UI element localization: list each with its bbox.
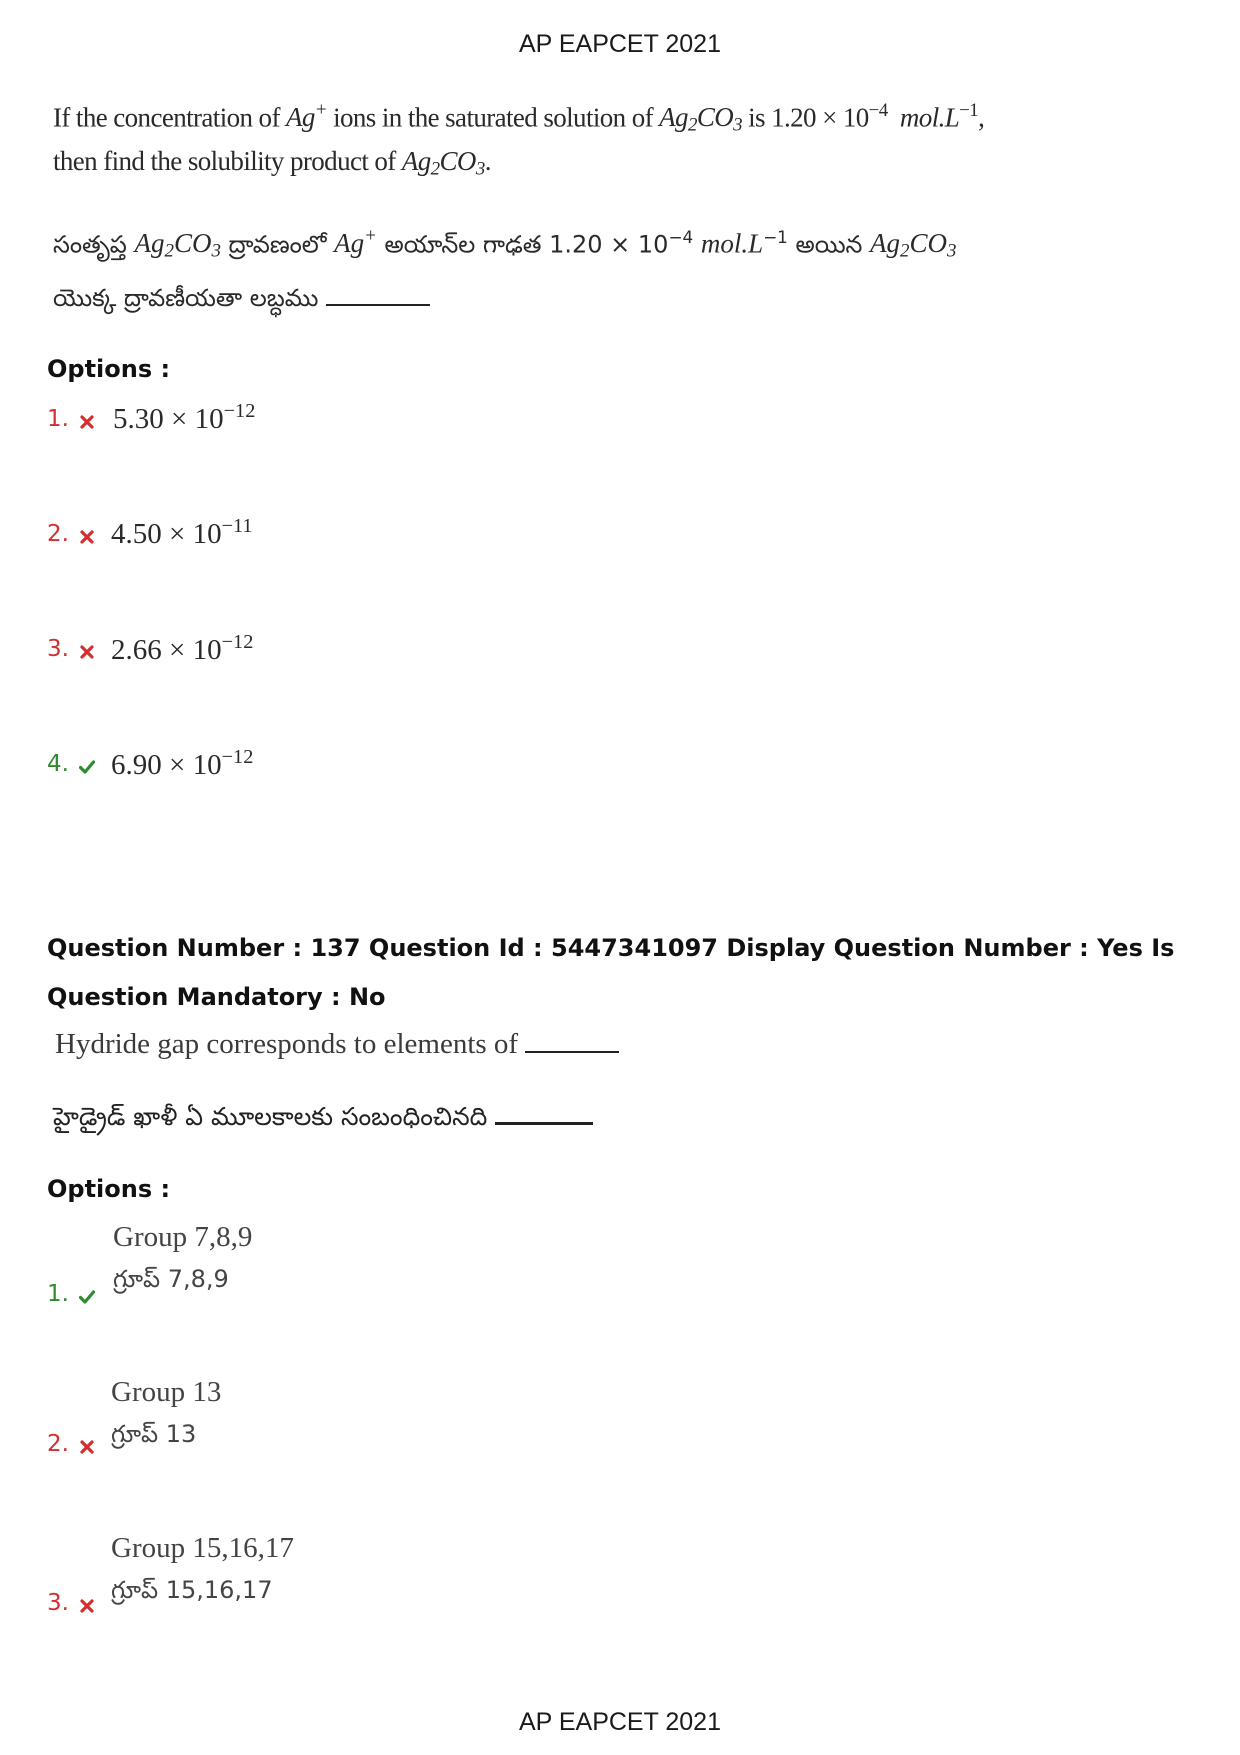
cross-icon [79,1598,95,1614]
option-number: 4. [47,751,69,777]
ag2co3-formula: $Ag_2CO_3$ [401,146,485,180]
cross-icon [79,1439,95,1455]
option-3 [47,1590,95,1616]
option-4 [47,751,95,777]
option-3 [47,636,95,662]
answer-blank [525,1050,619,1053]
page-footer: AP EAPCET 2021 [519,1708,721,1736]
question-137-meta: Question Number : 137 Question Id : 5447341097 Display Question Number : Yes Is Question Mandatory : No [47,934,1175,1011]
answer-blank [326,303,430,306]
cross-icon [79,414,95,430]
ag-ion: Ag+ [334,226,377,259]
option-number: 3. [47,636,69,662]
question-136-telugu-line-2: యొక్క ద్రావణీయతా లబ్ధము [53,284,430,318]
question-137-english: Hydride gap corresponds to elements of [55,1028,619,1061]
option-1 [47,406,95,432]
question-136-telugu-line-1: సంతృప్త $Ag_2CO_3$ ద్రావణంలో Ag+ అయాన్‌ల గాఢత $1.20 \times 10^{-4}$ $mol.L^{-1}$ అయిన $Ag_2CO_3$ [53,226,957,263]
ag2co3-formula: $Ag_2CO_3$ [870,228,957,263]
option-number: 2. [47,1431,69,1457]
option-2-value: Group 13 గ్రూప్ 13 [111,1376,222,1448]
option-1 [47,1281,95,1307]
option-1-value: Group 7,8,9 గ్రూప్ 7,8,9 [113,1221,253,1293]
ag2co3-formula: $Ag_2CO_3$ [134,228,221,263]
option-3-value: Group 15,16,17 గ్రూప్ 15,16,17 [111,1532,294,1604]
question-136-english-line-2: then find the solubility product of $Ag_2CO_3$. [53,146,491,180]
question-137-telugu: హైడ్రైడ్ ఖాళీ ఏ మూలకాలకు సంబంధించినది [53,1102,593,1138]
option-2 [47,521,95,547]
option-2 [47,1431,95,1457]
option-3-value: $2.66 \times 10^{-12}$ [111,631,254,667]
options-label: Options : [47,355,171,383]
ag-ion: Ag+ [286,100,327,133]
check-icon [79,759,95,775]
answer-blank [495,1121,593,1125]
ag2co3-formula: $Ag_2CO_3$ [659,102,742,137]
question-136-english-line-1: If the concentration of Ag+ ions in the saturated solution of $Ag_2CO_3$ is $1.20 \times 10^{-4}$ $mol.L^{-1}$, [53,100,985,137]
options-label: Options : [47,1175,171,1203]
option-number: 1. [47,1281,69,1307]
option-1-value: $5.30 \times 10^{-12}$ [113,400,256,436]
option-number: 3. [47,1590,69,1616]
option-number: 2. [47,521,69,547]
check-icon [79,1289,95,1305]
option-4-value: $6.90 \times 10^{-12}$ [111,746,254,782]
page-header: AP EAPCET 2021 [519,30,721,58]
option-number: 1. [47,406,69,432]
cross-icon [79,529,95,545]
option-2-value: $4.50 \times 10^{-11}$ [111,515,253,551]
cross-icon [79,644,95,660]
